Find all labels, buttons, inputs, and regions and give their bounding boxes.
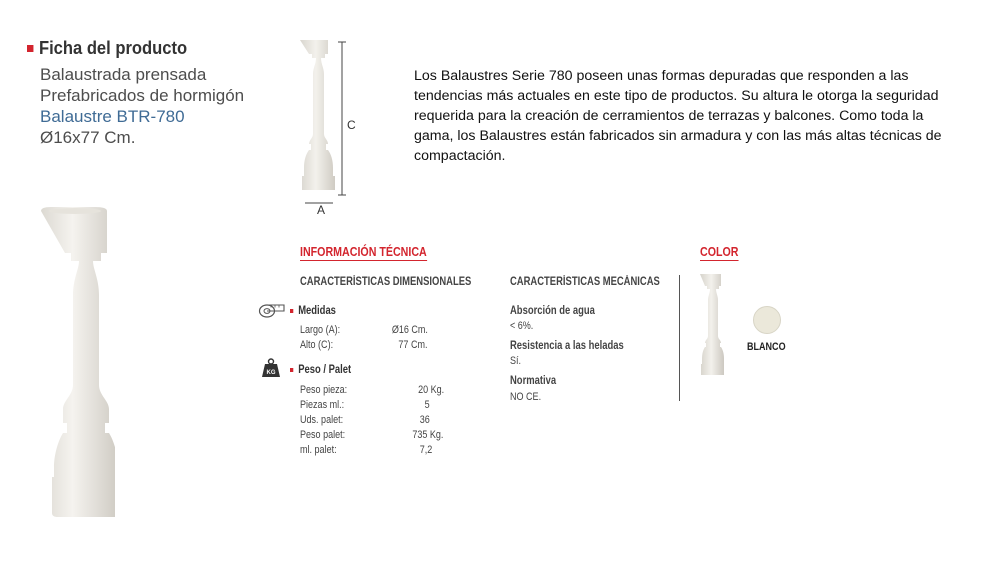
red-square-bullet-icon: [290, 309, 293, 313]
product-model: Balaustre BTR-780: [40, 107, 185, 126]
product-family: Prefabricados de hormigón: [40, 86, 245, 105]
product-description: Los Balaustres Serie 780 poseen unas formas depuradas que responden a las tendencias más actuales en este tipo de productos. Su altura le otorga la seguridad requerida para la creación de cerramientos de terrazas y balcones. Como toda la gama, los Balaustres están fabricados sin armadura y con las más altas técnicas de compactación.: [414, 68, 942, 164]
frost-resistance-label: Resistencia a las heladas: [510, 340, 624, 352]
weight-pallet-heading: Peso / Palet: [290, 364, 351, 376]
section-divider: [679, 275, 680, 401]
dimension-c-label: C: [347, 118, 356, 132]
product-category: Balaustrada prensada: [40, 65, 207, 84]
color-section-title: COLOR: [700, 244, 739, 259]
water-absorption-label: Absorción de agua: [510, 305, 595, 317]
product-size: Ø16x77 Cm.: [40, 128, 136, 147]
weight-kg-icon: [261, 358, 281, 383]
measuring-tape-icon: [258, 303, 288, 324]
color-name-label: BLANCO: [747, 341, 786, 353]
product-header: [27, 38, 244, 148]
color-swatch-white[interactable]: [753, 306, 781, 334]
baluster-dimension-diagram: [295, 38, 355, 213]
baluster-color-photo: [698, 272, 724, 387]
dimension-a-label: A: [317, 203, 326, 217]
technical-info-title: INFORMACIÓN TÉCNICA: [300, 244, 427, 259]
regulation-label: Normativa: [510, 375, 557, 387]
frost-resistance-value: Sí.: [510, 355, 522, 367]
regulation-value: NO CE.: [510, 391, 542, 403]
mechanical-characteristics-title: CARACTERÍSTICAS MECÁNICAS: [510, 276, 660, 288]
product-sheet-title: Ficha del producto: [27, 38, 227, 59]
water-absorption-value: < 6%.: [510, 320, 534, 332]
baluster-product-photo: [35, 205, 115, 532]
red-square-bullet-icon: [27, 45, 33, 52]
red-square-bullet-icon: [290, 368, 293, 372]
dimensional-characteristics-title: CARACTERÍSTICAS DIMENSIONALES: [300, 276, 472, 288]
measures-heading: Medidas: [290, 305, 336, 317]
svg-text:KG: KG: [266, 370, 276, 376]
